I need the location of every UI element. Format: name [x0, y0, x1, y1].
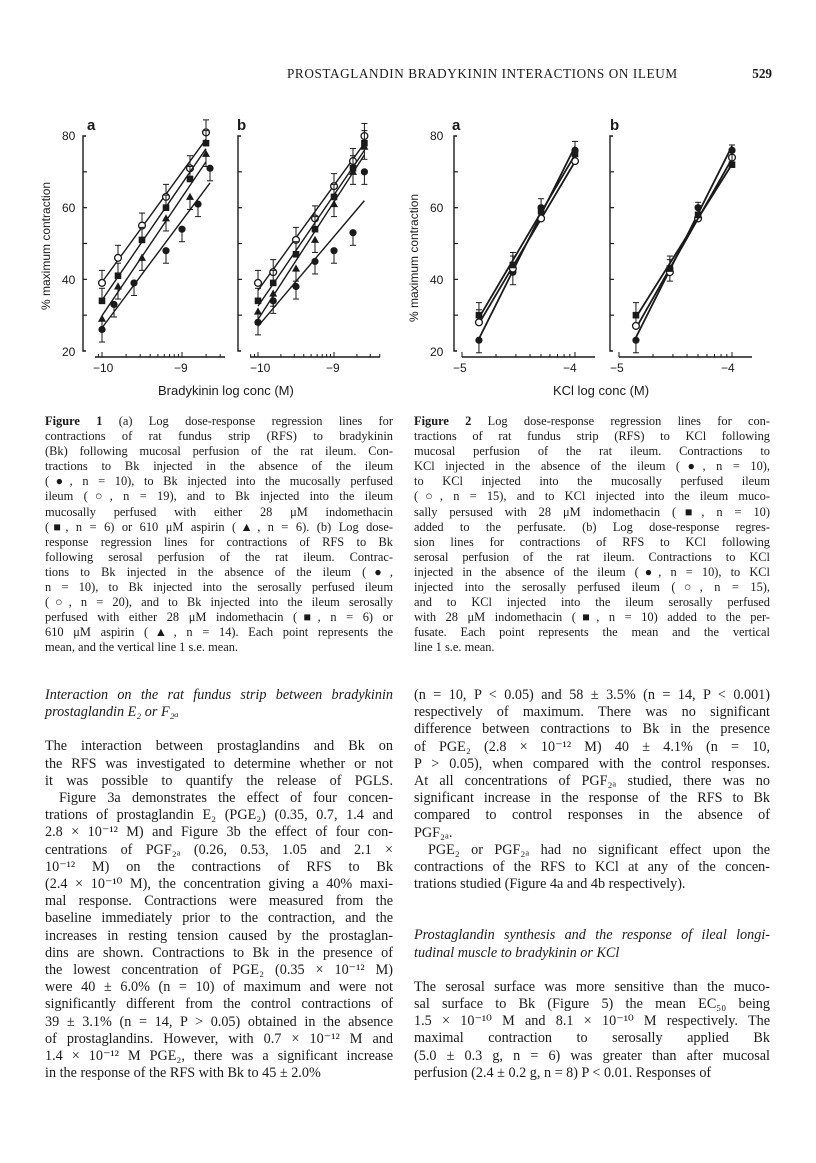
fig2-ytick-20: 20	[430, 345, 444, 359]
caption-line: Figure 1 (a) Log dose-response regression lines for	[45, 414, 393, 428]
body-line: PGF₂ₐ.	[414, 824, 453, 841]
fig2-panel-b-label: b	[610, 117, 620, 134]
open-circle-data-point	[633, 323, 640, 330]
body-line: centrations of PGF₂ₐ (0.26, 0.53, 1.05 and 2.1 ×	[45, 841, 393, 858]
heading-line: prostaglandin E₂ or F₂ₐ	[45, 704, 179, 721]
caption-line: injected into the serosally perfused ileum (○, n = 15),	[414, 580, 770, 595]
filled-triangle-data-point	[138, 254, 146, 261]
right-paragraph-1	[414, 687, 770, 842]
caption-line: KCl injected in the absence of the ileum (●, n = 10),	[414, 459, 770, 474]
body-line: it was possible to quantify the release of PGLS.	[45, 772, 393, 789]
body-line: PGE₂ or PGF₂ₐ had no significant effect upon the	[428, 841, 770, 858]
body-line: perfusion (2.4 ± 0.2 g, n = 8) P < 0.01. Responses of	[414, 1064, 712, 1081]
heading-line: Prostaglandin synthesis and the response of ileal longi-	[414, 927, 770, 944]
filled-square-data-point	[203, 140, 210, 147]
figures-area	[0, 0, 816, 400]
caption-line: to KCl injected into the mucosally perfused ileum	[414, 474, 770, 489]
caption-line: sally persused with 28 μM indomethacin (■, n = 10)	[414, 504, 770, 519]
body-line: 39 ± 3.1% (n = 14, P > 0.05) obtained in the absence	[45, 1013, 393, 1030]
caption-line: Figure 2 Log dose-response regression lines for con-	[414, 414, 770, 428]
open-circle-data-point	[99, 280, 106, 287]
fig2-panel-a-label: a	[452, 117, 461, 134]
filled-square-data-point	[255, 298, 262, 305]
caption-line: injected in the absence of the ileum (●, n = 10), to KCl	[414, 564, 770, 579]
caption-line: mucosal perfusion of the rat ileum. Contractions to	[414, 444, 770, 459]
fig2-x-axis-label: KCl log conc (M)	[553, 383, 650, 398]
caption-line: perfused with either 28 μM indomethacin (■, n = 6) or	[45, 610, 393, 625]
filled-circle-data-point	[311, 258, 318, 265]
caption-line: with 28 μM indomethacin (■, n = 10) added to the per-	[414, 610, 770, 625]
left-body-text	[45, 738, 393, 1082]
fig1-y-axis-label: % maximum contraction	[39, 181, 53, 310]
page-number: 529	[752, 66, 772, 81]
filled-triangle-data-point	[254, 307, 262, 314]
caption-line: (○, n = 20), and to Bk injected into the ileum serosally	[45, 595, 393, 610]
filled-circle-data-point	[194, 200, 201, 207]
filled-square-data-point	[139, 237, 146, 244]
fig2b-xtick-minus5: −5	[610, 361, 624, 375]
running-title: PROSTAGLANDIN BRADYKININ INTERACTIONS ON ILEUM	[287, 66, 678, 81]
body-line: were 40 ± 6.0% (n = 10) of maximum and were not	[45, 979, 393, 996]
body-line: sal surface to Bk (Figure 5) the mean EC₅₀ being	[414, 996, 770, 1013]
caption-line: 610 μM aspirin (▲, n = 14). Each point represents the	[45, 625, 393, 640]
caption-line: serosal perfusion of the rat ileum. Contractions to KCl	[414, 549, 770, 564]
body-line: significantly different from the control contractions of	[45, 996, 393, 1013]
filled-circle-data-point	[475, 337, 482, 344]
filled-circle-data-point	[349, 229, 356, 236]
filled-square-data-point	[633, 312, 640, 319]
body-line: (5.0 ± 0.3 g, n = 6) was greater than after mucosal	[414, 1047, 770, 1064]
body-line: trations studied (Figure 4a and 4b respectively).	[414, 876, 686, 893]
fig2a-xtick-minus4: −4	[563, 361, 577, 375]
caption-line: tions to Bk injected in the absence of the ileum (●,	[45, 564, 393, 579]
caption-line: following serosal perfusion of the rat ileum. Contrac-	[45, 549, 393, 564]
body-line: baseline immediately prior to the contraction, and the	[45, 910, 393, 927]
filled-square-data-point	[572, 151, 579, 158]
caption-line: and to KCl injected into the ileum serosally perfused	[414, 595, 770, 610]
body-line: P > 0.05), when compared with the control responses.	[414, 755, 770, 772]
caption-line: fusate. Each point represents the mean and the vertical	[414, 625, 770, 640]
body-line: contractions of the RFS to KCl at any of the concen-	[414, 859, 770, 876]
filled-triangle-data-point	[330, 200, 338, 207]
open-circle-data-point	[476, 319, 483, 326]
body-line: significant increase in the response of the RFS to Bk	[414, 790, 770, 807]
filled-circle-data-point	[162, 247, 169, 254]
filled-square-data-point	[667, 265, 674, 272]
filled-circle-data-point	[292, 283, 299, 290]
fig1-panel-b-label: b	[237, 117, 247, 134]
left-column	[45, 687, 393, 1082]
caption-line: n = 10), to Bk injected into the serosally perfused ileum	[45, 580, 393, 595]
figure2-caption	[414, 414, 770, 656]
fig1-ytick-60: 60	[62, 201, 76, 215]
body-line: in the response of the RFS with Bk to 45 ± 2.0%	[45, 1065, 321, 1082]
fig1b-xtick-minus9: −9	[326, 361, 340, 375]
body-line: (n = 10, P < 0.05) and 58 ± 3.5% (n = 14, P < 0.001)	[414, 687, 770, 703]
right-paragraph-3	[414, 979, 770, 1082]
body-line: 1.5 × 10⁻¹⁰ M and 8.1 × 10⁻¹⁰ M respectively. The	[414, 1013, 770, 1030]
figure-label: Figure 1	[45, 414, 103, 428]
fig1-ytick-20: 20	[62, 345, 76, 359]
body-line: maximal contraction to serosally applied Bk	[414, 1030, 770, 1047]
filled-circle-data-point	[330, 247, 337, 254]
filled-square-data-point	[99, 298, 106, 305]
fig2-ytick-80: 80	[430, 129, 444, 143]
fig1a-xtick-minus9: −9	[174, 361, 188, 375]
body-line: At all concentrations of PGF₂ₐ studied, there was no	[414, 773, 770, 790]
fig1-x-axis-label: Bradykinin log conc (M)	[158, 383, 294, 398]
caption-line: ileum (○, n = 19), and to Bk injected into the ileum	[45, 489, 393, 504]
caption-line: sion lines for contractions of RFS to KCl following	[414, 534, 770, 549]
fig1-ytick-40: 40	[62, 273, 76, 287]
caption-line: (●, n = 10), to Bk injected into the mucosally perfused	[45, 474, 393, 489]
body-line: 10⁻¹² M) on the contractions of RFS to Bk	[45, 858, 393, 875]
right-column	[414, 687, 770, 1082]
caption-line: line 1 s.e. mean.	[414, 640, 495, 655]
heading-line: tudinal muscle to bradykinin or KCl	[414, 944, 620, 961]
filled-square-data-point	[510, 262, 517, 269]
filled-circle-data-point	[178, 226, 185, 233]
right-paragraph-2	[414, 842, 770, 894]
fig2-ytick-40: 40	[430, 273, 444, 287]
filled-square-data-point	[538, 208, 545, 215]
filled-square-data-point	[115, 272, 122, 279]
filled-circle-data-point	[632, 337, 639, 344]
filled-square-data-point	[695, 212, 702, 219]
filled-square-data-point	[476, 312, 483, 319]
heading-line: Interaction on the rat fundus strip between bradykinin	[45, 687, 393, 703]
fig2b-xtick-minus4: −4	[721, 361, 735, 375]
caption-line: contractions of rat fundus strip (RFS) to bradykinin	[45, 429, 393, 444]
caption-line: (■, n = 6) or 610 μM aspirin (▲, n = 6). (b) Log dose-	[45, 519, 393, 534]
figure-label: Figure 2	[414, 414, 472, 428]
body-line: of PGE₂ (2.8 × 10⁻¹² M) 40 ± 4.1% (n = 10,	[414, 738, 770, 755]
body-line: the RFS was investigated to determine whether or not	[45, 755, 393, 772]
filled-square-data-point	[270, 280, 277, 287]
caption-line: added to the perfusate. (b) Log dose-response regres-	[414, 519, 770, 534]
body-line: Figure 3a demonstrates the effect of four concen-	[59, 790, 393, 807]
caption-line: mean, and the vertical line 1 s.e. mean.	[45, 640, 239, 655]
section-heading-prostaglandin-synthesis	[414, 927, 770, 961]
body-line: the lowest concentration of PGE₂ (0.35 × 10⁻¹² M)	[45, 962, 393, 979]
filled-triangle-data-point	[114, 282, 122, 289]
body-line: 2.8 × 10⁻¹² M) and Figure 3b the effect of four con-	[45, 824, 393, 841]
body-line: mal response. Contractions were measured from the	[45, 893, 393, 910]
filled-circle-data-point	[206, 165, 213, 172]
body-line: 1.4 × 10⁻¹² M PGE₂, there was a significant increase	[45, 1048, 393, 1065]
filled-circle-data-point	[361, 168, 368, 175]
caption-line: mucosally perfused with either 28 μM indomethacin	[45, 504, 393, 519]
body-line: The serosal surface was more sensitive than the muco-	[414, 978, 770, 995]
open-circle-data-point	[115, 254, 122, 261]
fig1-ytick-80: 80	[62, 129, 76, 143]
caption-line: response regression lines for contractions of RFS to Bk	[45, 534, 393, 549]
filled-square-data-point	[163, 204, 170, 211]
open-circle-data-point	[255, 280, 262, 287]
fig2-y-axis-label: % maximum contraction	[407, 193, 421, 322]
figure1-caption	[45, 414, 393, 656]
body-line: trations of prostaglandin E₂ (PGE₂) (0.35, 0.7, 1.4 and	[45, 807, 393, 824]
fig1a-xtick-minus10: −10	[93, 361, 114, 375]
body-line: compared to control responses in the absence of	[414, 807, 770, 824]
caption-line: tractions to Bk injected in the absence of the ileum	[45, 459, 393, 474]
fig1-panel-a-label: a	[87, 117, 96, 134]
body-line: The interaction between prostaglandins and Bk on	[45, 738, 393, 755]
body-line: increases in resting tension caused by the prostaglan-	[45, 927, 393, 944]
body-line: of prostaglandins. However, with 0.7 × 10⁻¹² M and	[45, 1030, 393, 1047]
filled-triangle-data-point	[186, 193, 194, 200]
filled-triangle-data-point	[98, 315, 106, 322]
fig1b-xtick-minus10: −10	[250, 361, 271, 375]
body-line: dins are shown. Contractions to Bk in the presence of	[45, 944, 393, 961]
filled-square-data-point	[729, 161, 736, 168]
filled-circle-data-point	[130, 279, 137, 286]
caption-line: tractions of rat fundus strip (RFS) to KCl following	[414, 429, 770, 444]
body-line: (2.4 × 10⁻¹⁰ M), the concentration giving a 40% maxi-	[45, 876, 393, 893]
body-line: difference between contractions to Bk in the presence	[414, 721, 770, 738]
fig2a-xtick-minus5: −5	[453, 361, 467, 375]
body-line: respectively of maximum. There was no significant	[414, 704, 770, 721]
caption-line: (Bk) following mucosal perfusion of the rat ileum. Con-	[45, 444, 393, 459]
section-heading-interaction	[45, 687, 393, 721]
caption-line: (○, n = 15), and to KCl injected into the ileum muco-	[414, 489, 770, 504]
fig2-ytick-60: 60	[430, 201, 444, 215]
